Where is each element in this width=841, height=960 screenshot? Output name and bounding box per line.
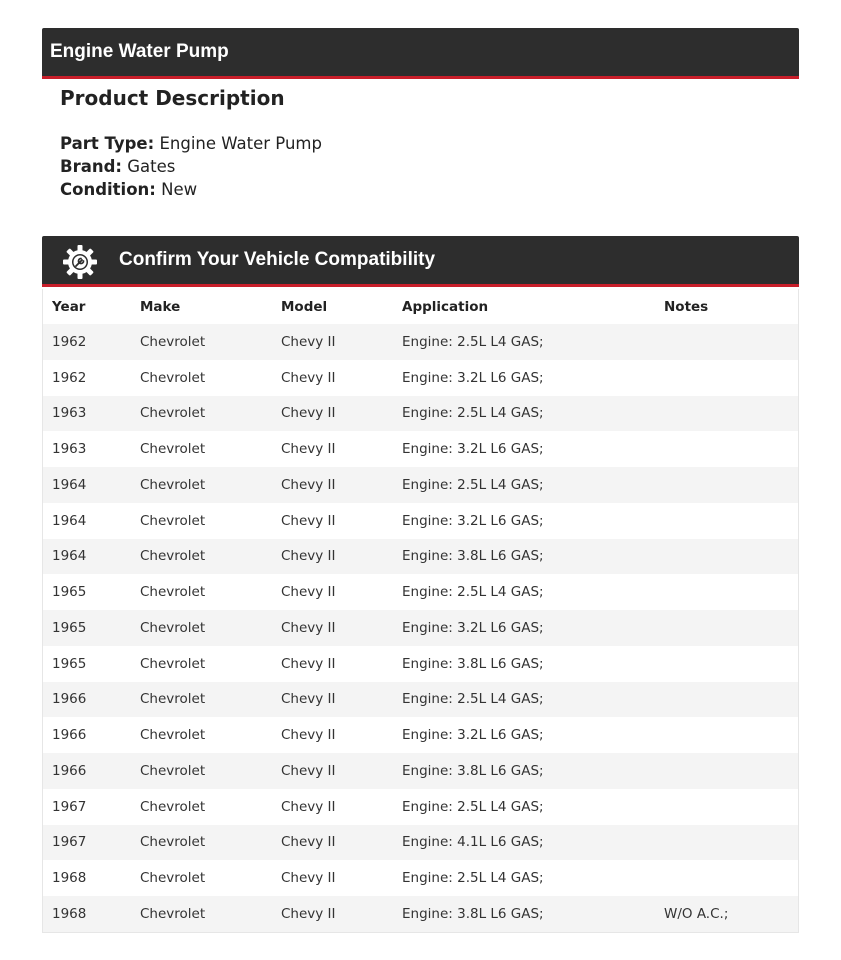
- cell-year: 1963: [52, 405, 87, 422]
- brand-label: Brand:: [60, 157, 123, 176]
- col-notes: Notes: [664, 298, 709, 315]
- cell-year: 1964: [52, 512, 87, 529]
- cell-year: 1965: [52, 619, 87, 636]
- cell-notes: [664, 610, 799, 646]
- cell-model: Chevy II: [281, 584, 336, 601]
- cell-make: Chevrolet: [140, 333, 206, 350]
- cell-notes: [664, 717, 799, 753]
- cell-year: 1963: [52, 441, 87, 458]
- product-title: Engine Water Pump: [50, 41, 229, 62]
- cell-year: 1964: [52, 476, 87, 493]
- cell-application: Engine: 4.1L L6 GAS;: [402, 834, 544, 851]
- cell-notes: [664, 574, 799, 610]
- cell-year: 1965: [52, 655, 87, 672]
- gear-wrench-icon: [62, 244, 98, 280]
- cell-model: Chevy II: [281, 691, 336, 708]
- cell-model: Chevy II: [281, 834, 336, 851]
- cell-year: 1967: [52, 834, 87, 851]
- cell-notes: [664, 539, 799, 575]
- cell-model: Chevy II: [281, 333, 336, 350]
- cell-application: Engine: 3.8L L6 GAS;: [402, 762, 544, 779]
- table-row: [43, 682, 799, 718]
- table-row: [43, 896, 799, 932]
- col-year: Year: [52, 298, 86, 315]
- cell-make: Chevrolet: [140, 512, 206, 529]
- cell-model: Chevy II: [281, 512, 336, 529]
- cell-notes: [664, 860, 799, 896]
- table-row: [43, 467, 799, 503]
- cell-make: Chevrolet: [140, 691, 206, 708]
- table-row: [43, 717, 799, 753]
- cell-make: Chevrolet: [140, 655, 206, 672]
- cell-application: Engine: 3.2L L6 GAS;: [402, 512, 544, 529]
- cell-make: Chevrolet: [140, 905, 206, 922]
- product-title-banner: [42, 28, 799, 79]
- cell-application: Engine: 3.2L L6 GAS;: [402, 369, 544, 386]
- cell-model: Chevy II: [281, 905, 336, 922]
- table-row: [43, 324, 799, 360]
- table-row: [43, 825, 799, 861]
- cell-year: 1965: [52, 584, 87, 601]
- cell-year: 1962: [52, 333, 87, 350]
- table-row: [43, 646, 799, 682]
- cell-make: Chevrolet: [140, 405, 206, 422]
- cell-year: 1966: [52, 762, 87, 779]
- cell-make: Chevrolet: [140, 762, 206, 779]
- part-type-label: Part Type:: [60, 134, 155, 153]
- cell-year: 1967: [52, 798, 87, 815]
- cell-model: Chevy II: [281, 369, 336, 386]
- condition-label: Condition:: [60, 180, 156, 199]
- cell-application: Engine: 3.8L L6 GAS;: [402, 905, 544, 922]
- cell-make: Chevrolet: [140, 727, 206, 744]
- cell-make: Chevrolet: [140, 798, 206, 815]
- cell-notes: [664, 467, 799, 503]
- cell-model: Chevy II: [281, 405, 336, 422]
- table-header-row: [43, 289, 799, 324]
- cell-year: 1966: [52, 727, 87, 744]
- cell-make: Chevrolet: [140, 584, 206, 601]
- cell-notes: [664, 360, 799, 396]
- compatibility-title: Confirm Your Vehicle Compatibility: [119, 249, 436, 270]
- cell-application: Engine: 2.5L L4 GAS;: [402, 333, 544, 350]
- table-row: [43, 360, 799, 396]
- cell-notes: [664, 324, 799, 360]
- cell-year: 1962: [52, 369, 87, 386]
- cell-model: Chevy II: [281, 441, 336, 458]
- description-heading: Product Description: [60, 86, 285, 110]
- compatibility-banner: [42, 236, 799, 287]
- cell-model: Chevy II: [281, 762, 336, 779]
- cell-application: Engine: 2.5L L4 GAS;: [402, 870, 544, 887]
- cell-application: Engine: 2.5L L4 GAS;: [402, 476, 544, 493]
- cell-notes: [664, 825, 799, 861]
- cell-application: Engine: 2.5L L4 GAS;: [402, 691, 544, 708]
- col-application: Application: [402, 298, 489, 315]
- cell-model: Chevy II: [281, 870, 336, 887]
- cell-model: Chevy II: [281, 727, 336, 744]
- cell-notes: [664, 753, 799, 789]
- cell-notes: [664, 503, 799, 539]
- cell-make: Chevrolet: [140, 441, 206, 458]
- cell-make: Chevrolet: [140, 548, 206, 565]
- cell-application: Engine: 3.8L L6 GAS;: [402, 655, 544, 672]
- table-row: [43, 860, 799, 896]
- cell-application: Engine: 2.5L L4 GAS;: [402, 405, 544, 422]
- part-type-value: Engine Water Pump: [159, 134, 322, 153]
- table-row: [43, 610, 799, 646]
- cell-notes: [664, 396, 799, 432]
- table-row: [43, 789, 799, 825]
- cell-application: Engine: 3.8L L6 GAS;: [402, 548, 544, 565]
- cell-make: Chevrolet: [140, 870, 206, 887]
- cell-notes: [664, 682, 799, 718]
- table-row: [43, 574, 799, 610]
- cell-application: Engine: 2.5L L4 GAS;: [402, 584, 544, 601]
- cell-application: Engine: 2.5L L4 GAS;: [402, 798, 544, 815]
- table-row: [43, 753, 799, 789]
- cell-year: 1968: [52, 870, 87, 887]
- table-row: [43, 431, 799, 467]
- cell-year: 1964: [52, 548, 87, 565]
- condition-line: [60, 178, 322, 201]
- cell-year: 1966: [52, 691, 87, 708]
- col-model: Model: [281, 298, 328, 315]
- cell-model: Chevy II: [281, 548, 336, 565]
- brand-line: [60, 155, 322, 178]
- cell-application: Engine: 3.2L L6 GAS;: [402, 727, 544, 744]
- cell-notes: [664, 789, 799, 825]
- cell-notes: [664, 646, 799, 682]
- cell-model: Chevy II: [281, 619, 336, 636]
- cell-make: Chevrolet: [140, 476, 206, 493]
- cell-year: 1968: [52, 905, 87, 922]
- part-type-line: [60, 132, 322, 155]
- product-description: [60, 84, 322, 201]
- table-row: [43, 503, 799, 539]
- col-make: Make: [140, 298, 181, 315]
- cell-model: Chevy II: [281, 476, 336, 493]
- cell-make: Chevrolet: [140, 834, 206, 851]
- cell-model: Chevy II: [281, 798, 336, 815]
- cell-notes: [664, 431, 799, 467]
- cell-application: Engine: 3.2L L6 GAS;: [402, 619, 544, 636]
- compatibility-table: [42, 289, 799, 933]
- brand-value: Gates: [127, 157, 176, 176]
- table-row: [43, 539, 799, 575]
- cell-model: Chevy II: [281, 655, 336, 672]
- table-row: [43, 396, 799, 432]
- condition-value: New: [161, 180, 198, 199]
- cell-make: Chevrolet: [140, 619, 206, 636]
- cell-application: Engine: 3.2L L6 GAS;: [402, 441, 544, 458]
- cell-notes: W/O A.C.;: [664, 905, 729, 922]
- cell-make: Chevrolet: [140, 369, 206, 386]
